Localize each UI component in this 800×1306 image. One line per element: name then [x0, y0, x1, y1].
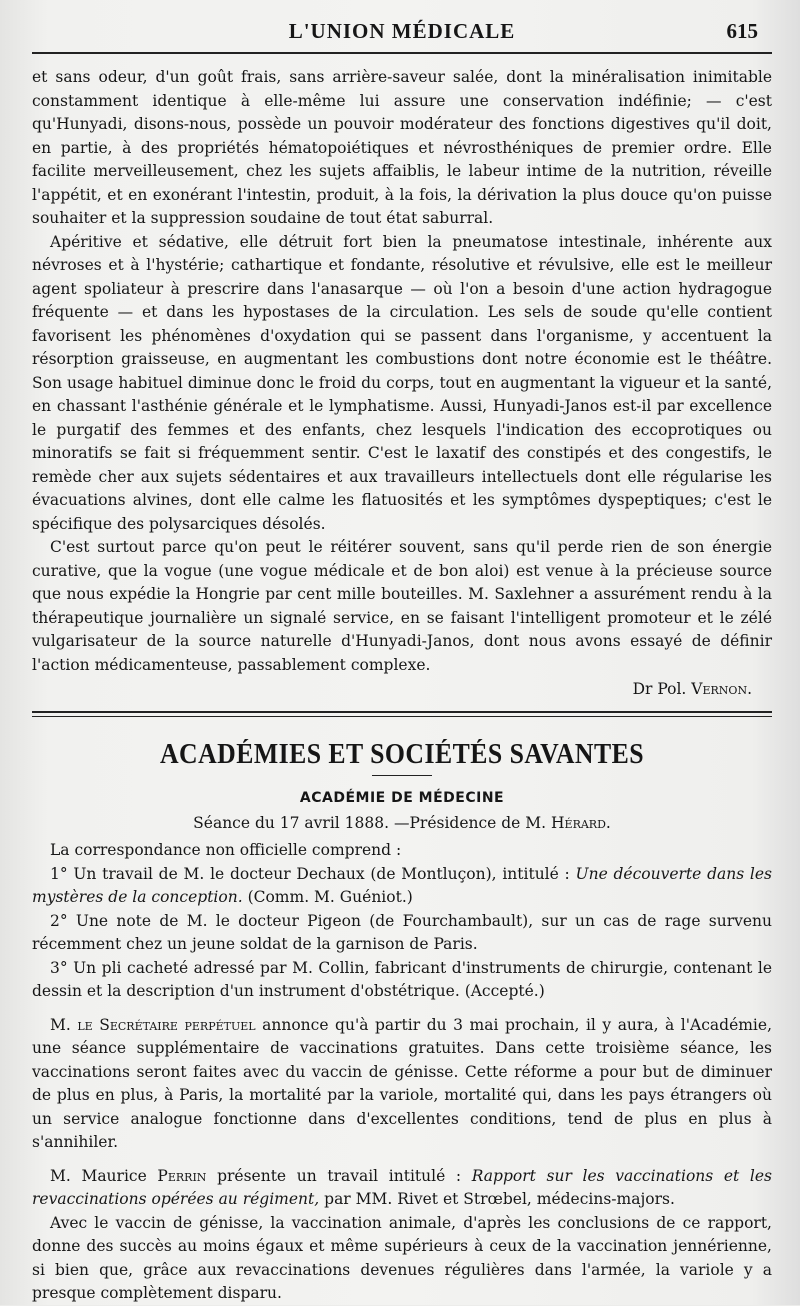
- correspondence-intro: La correspondance non officielle comprend :: [50, 841, 402, 859]
- article-signature: [32, 677, 772, 701]
- article-paragraph-2: Apéritive et sédative, elle détruit fort bien la pneumatose intestinale, inhérente aux névroses et à l'hystérie; cathartique et fondante, résolutive et révulsive, elle est le meilleur agent spoliateur à prescrire dans l'anasarque — où l'on a besoin d'une action hydragogue fréquente — et dans les hypostases de la circulation. Les sels de soude qu'elle contient favorisent les phénomènes d'oxydation qui se passent dans l'organisme, y accentuent la résorption graisseuse, en augmentant les combustions dont notre économie est le théâtre. Son usage habituel diminue donc le froid du corps, tout en augmentant la vigueur et la santé, en chassant l'asthénie générale et le lymphatisme. Aussi, Hunyadi-Janos est-il par excellence le purgatif des femmes et des enfants, chez lesquels l'indication des eccoprotiques ou minoratifs se fait si fréquemment sentir. C'est le laxatif des constipés et des congestifs, le remède cher aux sujets sédentaires et aux travailleurs intellectuels dont elle régularise les évacuations alvines, dont elle calme les flatuosités et les symptômes dyspeptiques; c'est le spécifique des polysarciques désolés.: [32, 232, 772, 533]
- perrin-prefix: M. Maurice: [50, 1166, 147, 1185]
- section-title: ACADÉMIES ET SOCIÉTÉS SAVANTES: [159, 739, 645, 770]
- signature-name: Vernon.: [691, 680, 752, 698]
- sec-title: le Secrétaire perpétuel: [77, 1015, 256, 1034]
- sec-prefix: M.: [50, 1015, 71, 1034]
- perrin-name: Perrin: [157, 1166, 207, 1185]
- header-rule: [32, 52, 772, 54]
- item1-end: (Comm. M. Guéniot.): [247, 888, 413, 906]
- president-name: Hérard.: [551, 814, 611, 832]
- journal-title: L'UNION MÉDICALE: [288, 19, 516, 43]
- title-rule: [372, 775, 432, 776]
- session-line: [32, 812, 772, 835]
- correspondence-item-1: [32, 863, 772, 910]
- correspondence-item-3: 3° Un pli cacheté adressé par M. Collin, fabricant d'instruments de chirurgie, contenant le dessin et la description d'un instrument d'obstétrique. (Accepté.): [32, 958, 772, 1000]
- article-paragraph-1: et sans odeur, d'un goût frais, sans arrière-saveur salée, dont la minéralisation inimitable constamment identique à elle-même lui assure une conservation indéfinie; — c'est qu'Hunyadi, disons-nous, possède un pouvoir modérateur des fonctions digestives qu'il doit, en partie, à des propriétés hématopoiétiques et névrosthéniques de premier ordre. Elle facilite merveilleusement, chez les sujets affaiblis, le labeur intime de la nutrition, réveille l'appétit, et en exonérant l'intestin, produit, à la fois, la dérivation la plus douce qu'on puisse souhaiter et la suppression soudaine de tout état saburral.: [32, 68, 772, 227]
- vaccination-paragraph: Avec le vaccin de génisse, la vaccination animale, d'après les conclusions de ce rapport, donne des succès au moins égaux et même supérieurs à ceux de la vaccination jennérienne, si bien que, grâce aux revaccinations devenues régulières dans l'armée, la variole y a presque complètement disparu.: [32, 1213, 772, 1302]
- secretary-paragraph: [32, 1014, 772, 1155]
- session-text: Séance du 17 avril 1888. —Présidence de M.: [193, 814, 547, 832]
- perrin-mid: présente un travail intitulé :: [217, 1166, 462, 1185]
- sec-text: annonce qu'à partir du 3 mai prochain, il y aura, à l'Académie, une séance supplémentaire de vaccinations gratuites. Dans cette troisième séance, les vaccinations seront faites avec du vaccin de génisse. Cette réforme a pour but de diminuer de plus en plus, à Paris, la mortalité par la variole, mortalité qui, dans les pays étrangers où un service analogue fonctionne dans d'excellentes conditions, tend de plus en plus à s'annihiler.: [32, 1015, 772, 1151]
- item1-start: 1° Un travail de M. le docteur Dechaux (de Montluçon), intitulé :: [50, 864, 570, 883]
- perrin-end: par MM. Rivet et Strœbel, médecins-majors.: [324, 1190, 675, 1208]
- signature-prefix: Dr Pol.: [632, 680, 687, 698]
- section-divider: [32, 711, 772, 717]
- perrin-title: Rapport sur les vaccinations et les revaccinations opérées au régiment,: [32, 1166, 772, 1208]
- page-number: 615: [726, 19, 758, 43]
- perrin-paragraph: [32, 1165, 772, 1212]
- item1-title: Une découverte dans les mystères de la conception.: [32, 864, 772, 906]
- correspondence-item-2: 2° Une note de M. le docteur Pigeon (de Fourchambault), sur un cas de rage survenu récemment chez un jeune soldat de la garnison de Paris.: [32, 911, 772, 953]
- article-paragraph-3: C'est surtout parce qu'on peut le réitérer souvent, sans qu'il perde rien de son énergie curative, que la vogue (une vogue médicale et de bon aloi) est venue à la précieuse source que nous expédie la Hongrie par cent mille bouteilles. M. Saxlehner a assurément rendu à la thérapeutique journalière un signalé service, en se faisant l'intelligent promoteur et le zélé vulgarisateur de la source naturelle d'Hunyadi-Janos, dont nous avons essayé de définir l'action médicamenteuse, passablement complexe.: [32, 538, 772, 674]
- running-head: [32, 0, 772, 44]
- subsection-title: ACADÉMIE DE MÉDECINE: [299, 790, 505, 806]
